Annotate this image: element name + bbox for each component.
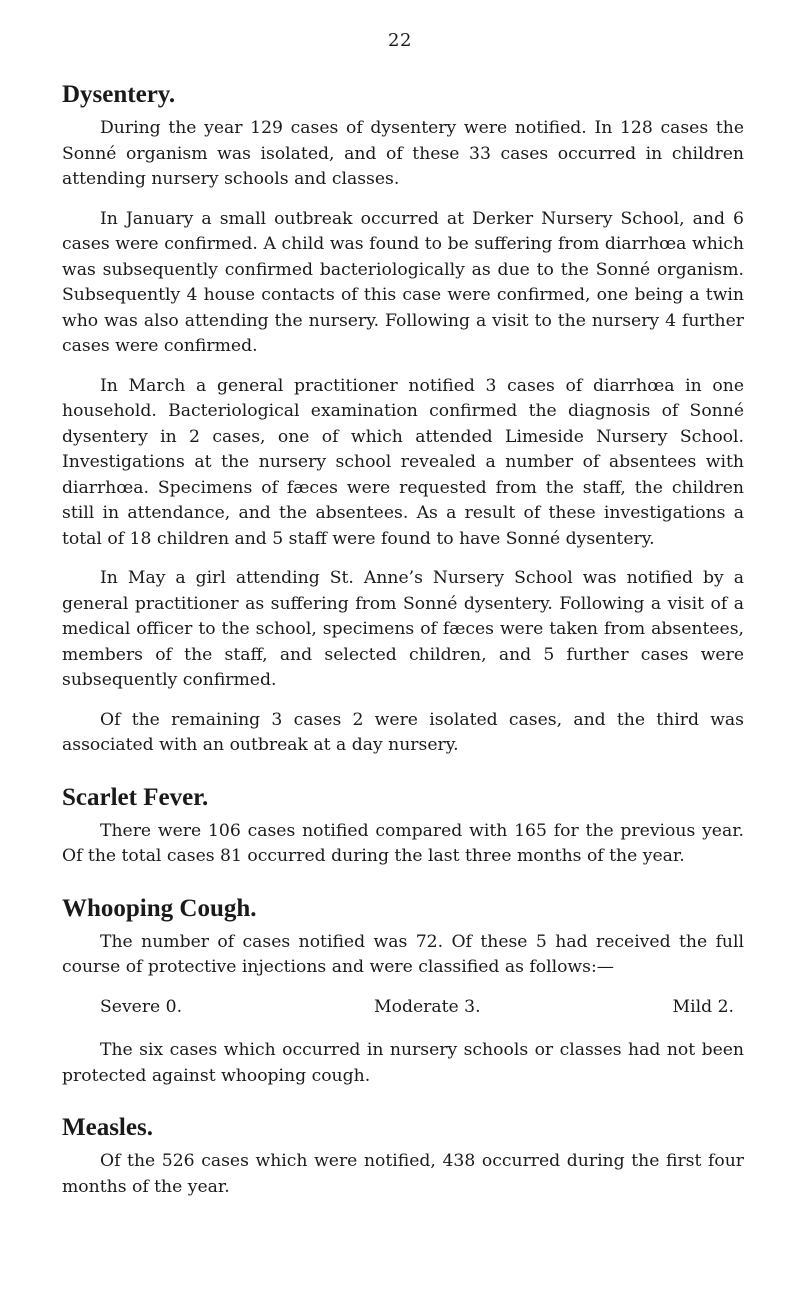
severity-classification [62, 995, 744, 1021]
section-scarlet-fever [62, 783, 744, 870]
paragraph: In March a general practitioner notified 3 cases of diarrhœa in one household. Bacteriological examination confirmed the diagnosis of Sonné dysentery in 2 cases, one of which attended Limeside Nursery School. Investigations at the nursery school revealed a number of absentees with diarrhœa. Specimens of fæces were requested from the staff, the children still in attendance, and the absentees. As a result of these investigations a total of 18 children and 5 staff were found to have Sonné dysentery. [62, 375, 744, 549]
section-heading-whooping-cough: Whooping Cough. [62, 894, 257, 922]
paragraph: Of the 526 cases which were notified, 438 occurred during the first four months of the year. [62, 1151, 744, 1197]
section-heading-measles: Measles. [62, 1114, 153, 1141]
paragraph: Of the remaining 3 cases 2 were isolated cases, and the third was associated with an outbreak at a day nursery. [62, 709, 744, 755]
page-number: 22 [388, 30, 412, 51]
section-whooping-cough [62, 894, 744, 1090]
paragraph: The six cases which occurred in nursery schools or classes had not been protected against whooping cough. [62, 1040, 744, 1086]
paragraph: There were 106 cases notified compared with 165 for the previous year. Of the total cases 81 occurred during the last three months of the year. [62, 820, 744, 866]
severity-severe: Severe 0. [100, 996, 183, 1017]
severity-mild: Mild 2. [672, 996, 734, 1017]
paragraph: During the year 129 cases of dysentery were notified. In 128 cases the Sonné organism was isolated, and of these 33 cases occurred in children attending nursery schools and classes. [62, 118, 744, 189]
section-dysentery [62, 80, 744, 759]
section-heading-scarlet-fever: Scarlet Fever. [62, 783, 209, 811]
severity-moderate: Moderate 3. [374, 996, 481, 1017]
page-content [62, 80, 744, 1224]
paragraph: In January a small outbreak occurred at Derker Nursery School, and 6 cases were confirmed. A child was found to be suffering from diarrhœa which was subsequently confirmed bacteriologically as due to the Sonné organism. Subsequently 4 house contacts of this case were confirmed, one being a twin who was also attending the nursery. Following a visit to the nursery 4 further cases were confirmed. [62, 208, 744, 356]
paragraph: The number of cases notified was 72. Of these 5 had received the full course of protective injections and were classified as follows:— [62, 931, 744, 977]
section-heading-dysentery: Dysentery. [62, 81, 176, 108]
paragraph: In May a girl attending St. Anne’s Nursery School was notified by a general practitioner as suffering from Sonné dysentery. Following a visit of a medical officer to the school, specimens of fæces were taken from absentees, members of the staff, and selected children, and 5 further cases were subsequently confirmed. [62, 568, 744, 690]
section-measles [62, 1113, 744, 1200]
